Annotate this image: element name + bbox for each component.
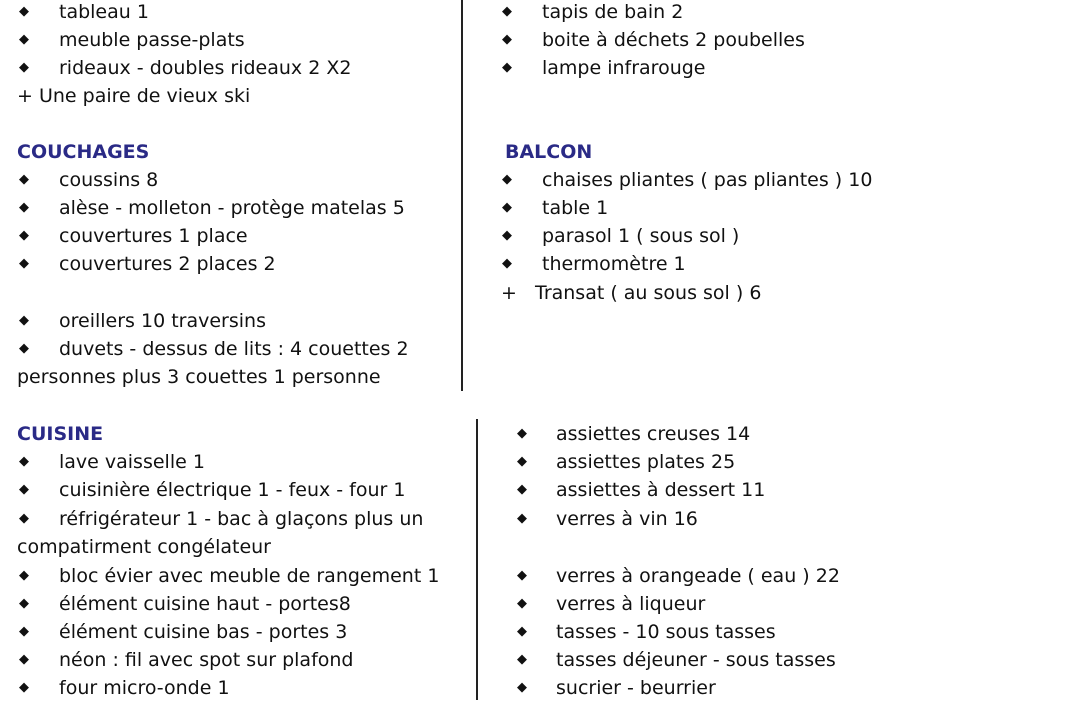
list-item: cuisinière électrique 1 - feux - four 1 bbox=[59, 479, 406, 501]
section-heading-balcon: BALCON bbox=[505, 141, 593, 163]
bullet-icon: ◆ bbox=[19, 624, 29, 639]
list-item: alèse - molleton - protège matelas 5 bbox=[59, 197, 405, 219]
bullet-icon: ◆ bbox=[19, 256, 29, 271]
bullet-icon: ◆ bbox=[502, 32, 512, 47]
bullet-icon: ◆ bbox=[517, 596, 527, 611]
list-item: rideaux - doubles rideaux 2 X2 bbox=[59, 57, 352, 79]
list-item: néon : fil avec spot sur plafond bbox=[59, 649, 354, 671]
bullet-icon: ◆ bbox=[502, 60, 512, 75]
bullet-icon: ◆ bbox=[19, 511, 29, 526]
list-item: verres à liqueur bbox=[556, 593, 706, 615]
list-item: couvertures 2 places 2 bbox=[59, 253, 276, 275]
bullet-icon: ◆ bbox=[19, 60, 29, 75]
bullet-icon: ◆ bbox=[19, 228, 29, 243]
bullet-icon: ◆ bbox=[19, 568, 29, 583]
bullet-icon: ◆ bbox=[517, 568, 527, 583]
bullet-icon: ◆ bbox=[502, 256, 512, 271]
list-item: coussins 8 bbox=[59, 169, 159, 191]
column-divider-bottom bbox=[476, 419, 478, 700]
bullet-icon: ◆ bbox=[502, 172, 512, 187]
list-item: élément cuisine haut - portes8 bbox=[59, 593, 351, 615]
list-item: verres à vin 16 bbox=[556, 508, 698, 530]
list-item: assiettes creuses 14 bbox=[556, 423, 751, 445]
bullet-icon: ◆ bbox=[502, 228, 512, 243]
list-item: réfrigérateur 1 - bac à glaçons plus un bbox=[59, 508, 424, 530]
bullet-icon: ◆ bbox=[502, 200, 512, 215]
list-item: tapis de bain 2 bbox=[542, 1, 684, 23]
list-item: assiettes plates 25 bbox=[556, 451, 736, 473]
list-item: verres à orangeade ( eau ) 22 bbox=[556, 565, 840, 587]
extra-line: + Une paire de vieux ski bbox=[17, 85, 251, 107]
list-item: four micro-onde 1 bbox=[59, 677, 230, 699]
bullet-icon: ◆ bbox=[517, 482, 527, 497]
list-item: tasses - 10 sous tasses bbox=[556, 621, 776, 643]
bullet-icon: ◆ bbox=[19, 313, 29, 328]
bullet-icon: ◆ bbox=[19, 341, 29, 356]
section-heading-couchages: COUCHAGES bbox=[17, 141, 150, 163]
bullet-icon: ◆ bbox=[19, 200, 29, 215]
bullet-icon: ◆ bbox=[19, 482, 29, 497]
list-item: lave vaisselle 1 bbox=[59, 451, 205, 473]
section-heading-cuisine: CUISINE bbox=[17, 423, 104, 445]
bullet-icon: ◆ bbox=[517, 511, 527, 526]
bullet-icon: ◆ bbox=[19, 172, 29, 187]
bullet-icon: ◆ bbox=[517, 680, 527, 695]
list-item-continuation: compatirment congélateur bbox=[17, 536, 271, 558]
list-item: assiettes à dessert 11 bbox=[556, 479, 766, 501]
bullet-icon: ◆ bbox=[19, 680, 29, 695]
list-item: boite à déchets 2 poubelles bbox=[542, 29, 805, 51]
list-item: chaises pliantes ( pas pliantes ) 10 bbox=[542, 169, 873, 191]
list-item: meuble passe-plats bbox=[59, 29, 245, 51]
list-item: couvertures 1 place bbox=[59, 225, 248, 247]
bullet-icon: ◆ bbox=[19, 454, 29, 469]
list-item: tasses déjeuner - sous tasses bbox=[556, 649, 836, 671]
list-item: table 1 bbox=[542, 197, 609, 219]
bullet-icon: ◆ bbox=[517, 426, 527, 441]
list-item: élément cuisine bas - portes 3 bbox=[59, 621, 348, 643]
bullet-icon: ◆ bbox=[517, 624, 527, 639]
bullet-icon: ◆ bbox=[19, 4, 29, 19]
list-item-continuation: personnes plus 3 couettes 1 personne bbox=[17, 366, 381, 388]
list-item: parasol 1 ( sous sol ) bbox=[542, 225, 740, 247]
bullet-icon: ◆ bbox=[19, 596, 29, 611]
bullet-icon: ◆ bbox=[502, 4, 512, 19]
list-item: oreillers 10 traversins bbox=[59, 310, 266, 332]
bullet-icon: ◆ bbox=[19, 32, 29, 47]
list-item: tableau 1 bbox=[59, 1, 149, 23]
column-divider-top bbox=[461, 0, 463, 391]
list-item: duvets - dessus de lits : 4 couettes 2 bbox=[59, 338, 409, 360]
list-item: Transat ( au sous sol ) 6 bbox=[535, 282, 762, 304]
list-item: lampe infrarouge bbox=[542, 57, 706, 79]
bullet-icon: ◆ bbox=[19, 652, 29, 667]
list-item: thermomètre 1 bbox=[542, 253, 686, 275]
list-item: sucrier - beurrier bbox=[556, 677, 716, 699]
plus-marker: + bbox=[501, 282, 517, 304]
bullet-icon: ◆ bbox=[517, 454, 527, 469]
list-item: bloc évier avec meuble de rangement 1 bbox=[59, 565, 440, 587]
bullet-icon: ◆ bbox=[517, 652, 527, 667]
